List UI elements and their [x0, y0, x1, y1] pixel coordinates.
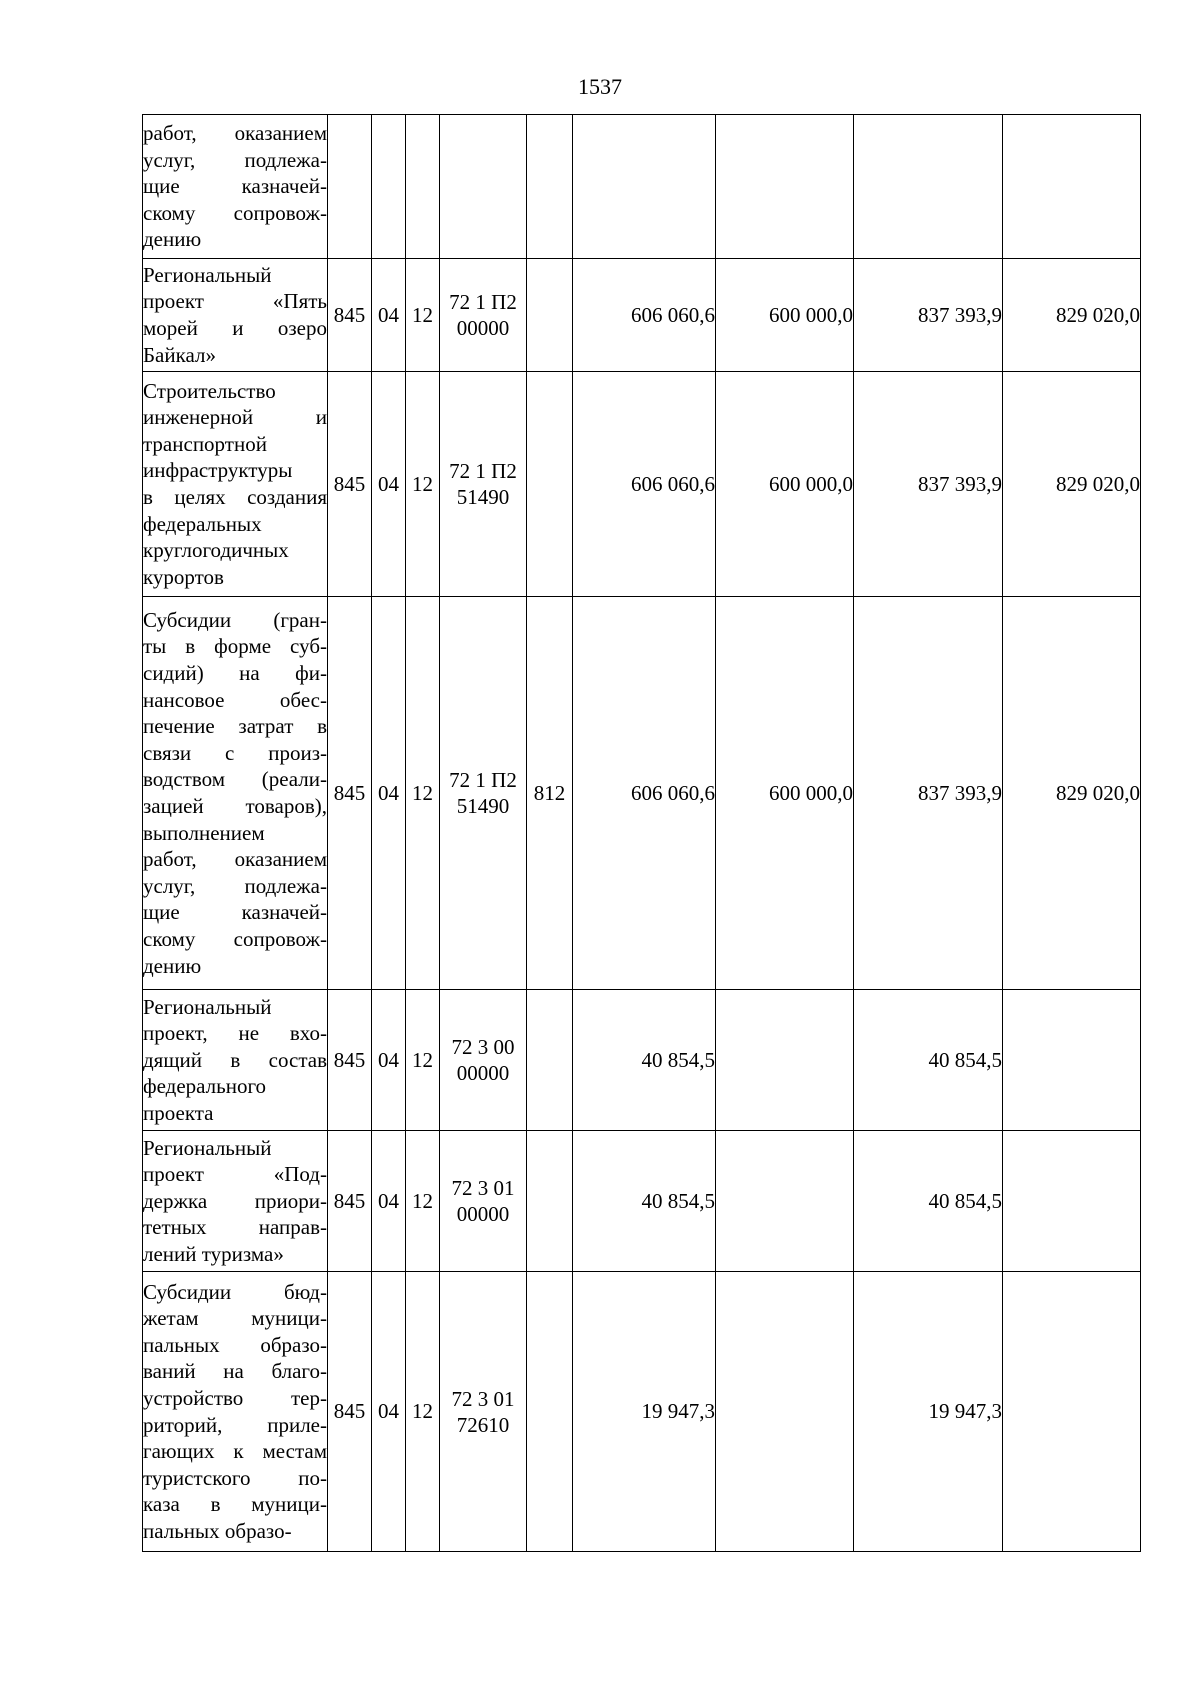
- row-name-line: в целях создания: [143, 485, 327, 509]
- row-name-line: проект «Пять: [143, 289, 327, 314]
- cell-rz: 04: [372, 597, 406, 990]
- cell-vr: 812: [527, 597, 573, 990]
- table-row: [143, 259, 1141, 372]
- cell-sum2: [716, 115, 854, 259]
- cell-sum2: 600 000,0: [716, 259, 854, 372]
- cell-sum4: 829 020,0: [1003, 597, 1141, 990]
- cell-csr: [440, 990, 527, 1131]
- row-name-line: Субсидии (гран-: [143, 607, 327, 632]
- cell-pr: [406, 115, 440, 259]
- cell-csr: [440, 1272, 527, 1552]
- cell-ved: 845: [328, 259, 372, 372]
- cell-csr: [440, 115, 527, 259]
- cell-csr-csr-line1: 72 3 00: [451, 1035, 515, 1059]
- cell-sum1: 606 060,6: [573, 259, 716, 372]
- row-name-line: пальных образо-: [143, 1332, 327, 1357]
- row-name-line: лений туризма»: [143, 1241, 284, 1266]
- row-name-line: работ, оказанием: [143, 847, 327, 872]
- cell-pr: 12: [406, 597, 440, 990]
- cell-sum2: [716, 1131, 854, 1272]
- cell-sum3: 40 854,5: [854, 1131, 1003, 1272]
- cell-csr-csr-line2: 51490: [456, 485, 510, 509]
- cell-sum2: 600 000,0: [716, 372, 854, 597]
- row-name-line: сидий) на фи-: [143, 661, 327, 686]
- table-row: [143, 115, 1141, 259]
- cell-rz: 04: [372, 1131, 406, 1272]
- cell-sum4: [1003, 115, 1141, 259]
- budget-table: [142, 114, 1141, 1552]
- row-name-line: устройство тер-: [143, 1385, 327, 1410]
- cell-sum1: 40 854,5: [573, 1131, 716, 1272]
- cell-ved: 845: [328, 372, 372, 597]
- cell-csr-csr-line1: 72 3 01: [451, 1386, 515, 1411]
- cell-csr: [440, 1131, 527, 1272]
- row-name-cell: [143, 990, 328, 1131]
- cell-sum4: [1003, 1272, 1141, 1552]
- table-row: [143, 1272, 1141, 1552]
- cell-rz: 04: [372, 1272, 406, 1552]
- cell-ved: 845: [328, 1131, 372, 1272]
- row-name-line: работ, оказанием: [143, 121, 327, 146]
- row-name-line: водством (реали-: [143, 767, 327, 792]
- cell-sum2: [716, 1272, 854, 1552]
- table-row: [143, 372, 1141, 597]
- row-name-line: скому сопровож-: [143, 926, 327, 951]
- cell-csr: [440, 259, 527, 372]
- cell-sum2: [716, 990, 854, 1131]
- row-name-line: Байкал»: [143, 342, 216, 367]
- row-name-line: Региональный: [143, 262, 272, 287]
- row-name-cell: [143, 372, 328, 597]
- row-name-line: федеральных: [143, 511, 262, 536]
- cell-vr: [527, 372, 573, 597]
- row-name-line: федерального: [143, 1074, 267, 1099]
- row-name-line: каза в муници-: [143, 1492, 327, 1517]
- cell-csr-csr-line1: 72 3 01: [451, 1176, 515, 1200]
- cell-ved: 845: [328, 1272, 372, 1552]
- cell-sum4: [1003, 1131, 1141, 1272]
- row-name-line: услуг, подлежа-: [143, 873, 327, 898]
- row-name-line: Региональный: [143, 1135, 272, 1160]
- cell-sum3: 837 393,9: [854, 259, 1003, 372]
- cell-sum1: 40 854,5: [573, 990, 716, 1131]
- cell-ved: 845: [328, 990, 372, 1131]
- row-name-line: проекта: [143, 1100, 214, 1125]
- cell-sum3: 837 393,9: [854, 372, 1003, 597]
- row-name-line: круглогодичных: [143, 538, 289, 563]
- row-name-line: дению: [143, 227, 202, 252]
- cell-vr: [527, 259, 573, 372]
- cell-pr: 12: [406, 259, 440, 372]
- row-name-cell: [143, 259, 328, 372]
- table-body: [143, 115, 1141, 1552]
- table-row: [143, 597, 1141, 990]
- cell-csr-csr-line2: 00000: [456, 316, 510, 340]
- row-name-line: щие казначей-: [143, 900, 327, 925]
- row-name-line: ваний на благо-: [143, 1359, 327, 1384]
- row-name-line: инфраструктуры: [143, 458, 293, 483]
- cell-sum3: 19 947,3: [854, 1272, 1003, 1552]
- cell-sum1: 606 060,6: [573, 372, 716, 597]
- cell-csr-csr-line2: 72610: [456, 1412, 510, 1437]
- cell-rz: 04: [372, 259, 406, 372]
- table-row: [143, 990, 1141, 1131]
- cell-csr: [440, 372, 527, 597]
- row-name-line: Региональный: [143, 994, 272, 1019]
- row-name-line: связи с произ-: [143, 740, 327, 765]
- cell-sum3: 837 393,9: [854, 597, 1003, 990]
- cell-vr: [527, 1272, 573, 1552]
- cell-rz: 04: [372, 372, 406, 597]
- cell-csr-csr-line2: 00000: [456, 1202, 510, 1226]
- cell-sum1: 19 947,3: [573, 1272, 716, 1552]
- cell-sum4: [1003, 990, 1141, 1131]
- row-name-line: проект «Под-: [143, 1162, 327, 1187]
- cell-rz: [372, 115, 406, 259]
- cell-csr-csr-line2: 00000: [456, 1061, 510, 1085]
- cell-csr-csr-line1: 72 1 П2: [449, 768, 517, 792]
- cell-sum4: 829 020,0: [1003, 259, 1141, 372]
- cell-sum1: [573, 115, 716, 259]
- row-name-line: жетам муници-: [143, 1306, 327, 1331]
- cell-sum2: 600 000,0: [716, 597, 854, 990]
- row-name-line: печение затрат в: [143, 714, 327, 739]
- row-name-line: проект, не вхо-: [143, 1021, 327, 1046]
- row-name-cell: [143, 115, 328, 259]
- cell-ved: 845: [328, 597, 372, 990]
- cell-pr: 12: [406, 1272, 440, 1552]
- cell-csr: [440, 597, 527, 990]
- row-name-line: тетных направ-: [143, 1215, 327, 1240]
- row-name-line: морей и озеро: [143, 316, 327, 340]
- row-name-line: выполнением: [143, 820, 265, 845]
- row-name-cell: [143, 1131, 328, 1272]
- cell-vr: [527, 990, 573, 1131]
- page-number: 1537: [578, 74, 622, 99]
- row-name-line: держка приори-: [143, 1188, 327, 1213]
- row-name-line: Строительство: [143, 378, 276, 403]
- cell-vr: [527, 1131, 573, 1272]
- cell-sum3: 40 854,5: [854, 990, 1003, 1131]
- row-name-line: туристского по-: [143, 1465, 327, 1490]
- cell-pr: 12: [406, 990, 440, 1131]
- cell-pr: 12: [406, 372, 440, 597]
- cell-ved: [328, 115, 372, 259]
- row-name-cell: [143, 597, 328, 990]
- row-name-line: услуг, подлежа-: [143, 147, 327, 172]
- row-name-line: Субсидии бюд-: [143, 1279, 327, 1304]
- cell-csr-csr-line2: 51490: [456, 794, 510, 818]
- row-name-line: нансовое обес-: [143, 687, 327, 712]
- row-name-line: зацией товаров),: [143, 794, 327, 818]
- row-name-line: дению: [143, 953, 202, 978]
- row-name-line: инженерной и: [143, 405, 327, 430]
- row-name-line: ты в форме суб-: [143, 634, 327, 659]
- cell-rz: 04: [372, 990, 406, 1131]
- row-name-line: транспортной: [143, 431, 267, 456]
- table-row: [143, 1131, 1141, 1272]
- cell-sum3: [854, 115, 1003, 259]
- row-name-line: курортов: [143, 564, 224, 589]
- row-name-cell: [143, 1272, 328, 1552]
- row-name-line: щие казначей-: [143, 174, 327, 199]
- cell-vr: [527, 115, 573, 259]
- cell-pr: 12: [406, 1131, 440, 1272]
- cell-sum1: 606 060,6: [573, 597, 716, 990]
- row-name-line: скому сопровож-: [143, 200, 327, 225]
- row-name-line: дящий в состав: [143, 1047, 327, 1072]
- cell-sum4: 829 020,0: [1003, 372, 1141, 597]
- row-name-line: гающих к местам: [143, 1439, 327, 1464]
- row-name-line: пальных образо-: [143, 1518, 292, 1543]
- row-name-line: риторий, приле-: [143, 1412, 327, 1437]
- cell-csr-csr-line1: 72 1 П2: [449, 459, 517, 483]
- cell-csr-csr-line1: 72 1 П2: [449, 290, 517, 314]
